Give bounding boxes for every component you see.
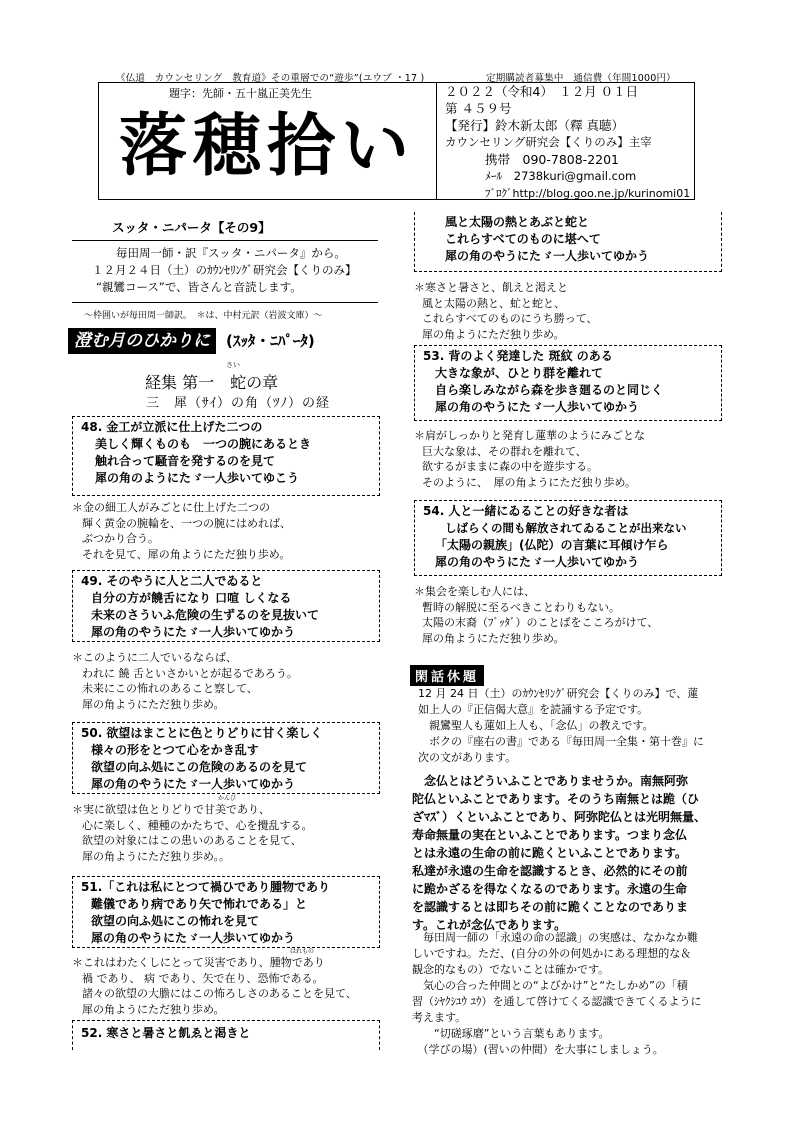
essay-line: 親鸞聖人も蓮如上人も、「念仏」の教えです。 — [418, 719, 654, 732]
note-51 — [72, 955, 357, 1017]
note-52 — [414, 280, 598, 342]
verse-line: 欲望の向ふ処にこの怖れを見て — [91, 914, 260, 928]
quotation — [412, 772, 706, 934]
phone: 携帯 090-7808-2201 — [485, 152, 620, 167]
verse-line: 触れ合って騒音を発するのを見て — [95, 454, 276, 468]
note-line: そのように、 犀の角ようにただ独り歩め。 — [422, 475, 637, 489]
note-line: これらすべてのものにうち勝って、 — [422, 312, 598, 325]
email: ﾒｰﾙ 2738kuri@gmail.com — [485, 169, 637, 183]
intro-line: 毎田周一師・訳『スッタ・ニパータ』から。 — [116, 246, 346, 260]
intro-line: １２月２４日（土）のｶｳﾝｾﾘﾝｸﾞ研究会【くりのみ】 — [92, 263, 357, 277]
quote-line: 私達が永遠の生命を認識するとき、必然的にその前 — [412, 864, 688, 878]
issue-date: ２０２２（令和4） １２月 ０１日 — [445, 84, 639, 99]
verse-line: 52. 寒さと暑さと飢ゑと渇きと — [81, 1026, 251, 1040]
verse-line: 難儀であり病であり矢で怖れである」と — [91, 897, 308, 911]
quote-line: 陀仏といふことであります。そのうち南無とは跪（ひ — [412, 792, 700, 806]
note-49 — [72, 650, 298, 712]
note-line: ＊このように二人でいるならば、 — [72, 651, 237, 664]
note-line: 心に楽しく、種種のかたちで、心を攪乱する。 — [82, 818, 313, 832]
note-line: 禍 であり、 病 であり、矢で在り、恐怖である。 — [82, 971, 324, 985]
divider — [72, 302, 378, 303]
quote-line: 念仏とはどういふことでありませうか。南無阿弥 — [424, 774, 689, 788]
verse-line: 犀の角のやうにたゞ一人歩いてゆかう — [91, 777, 296, 791]
essay-line: しいですね。ただ、(自分の外の何処かにある理想的な＆ — [412, 947, 692, 960]
note-line: 輝く黄金の腕輪を、一つの腕にはめれば、 — [82, 516, 291, 530]
quote-line: す。これが念仏であります。 — [412, 918, 567, 932]
publisher: 【発行】鈴木新太郎（釋 真聴） — [445, 118, 624, 133]
verse-line: 犀の角のやうにたゞ一人歩いてゆかう — [91, 625, 296, 639]
ruby-annotation: はれもの — [290, 948, 315, 955]
masthead-title-area — [99, 83, 437, 199]
masthead — [98, 82, 695, 200]
essay-line: 毎田周一師の「永遠の命の認識」の実感は、なかなか難 — [412, 931, 698, 944]
quote-line: を認識するとは即ちその前に跪くことなのでありま — [412, 900, 689, 914]
verse-line: 美しく輝くものも 一つの腕にあるとき — [95, 437, 312, 451]
verse-box-52-continued — [414, 212, 722, 272]
column-banner: 澄む月のひかりに — [68, 328, 216, 354]
verse-line: 欲望の向ふ処にこの危険のあるのを見て — [91, 760, 308, 774]
note-line: 欲望の対象にはこの患いのあることを見て、 — [82, 834, 302, 847]
intro-line: “親鸞コース”で、皆さんと音読します。 — [96, 280, 302, 294]
note-line: ＊寒さと暑さと、飢えと渇えと — [414, 281, 568, 294]
note-line: 犀の角ようにただ独り歩め。 — [82, 1002, 225, 1016]
essay-intro — [418, 686, 704, 766]
verse-line: 犀の角のようにたゞ一人歩いてゆこう — [95, 471, 300, 485]
note-line: ＊実に欲望は色とりどりで甘美であり、 — [72, 803, 270, 816]
verse-line: 大きな象が、ひとり群を離れて — [435, 366, 604, 380]
note-line: 未来にこの怖れのあること察して、 — [82, 682, 258, 695]
note-line: ＊集会を楽しむ人には、 — [414, 585, 535, 598]
quote-line: 寿命無量の実在といふことであります。つまり念仏 — [412, 828, 688, 842]
verse-line: これらすべてのものに堪へて — [445, 232, 601, 246]
ruby-annotation: かんび — [218, 795, 237, 802]
masthead-subtitle: 題字：先師・五十嵐正美先生 — [169, 87, 312, 100]
verse-line: 50. 欲望はまことに色とりどりに甘く楽しく — [81, 726, 323, 740]
verse-line: 犀の角のやうにたゞ一人歩いてゆかう — [91, 931, 296, 945]
note-line: ＊肩がしっかりと発育し蓮華のようにみごとな — [414, 429, 645, 442]
verse-box-54 — [414, 500, 722, 576]
essay-conclusion — [412, 930, 702, 1058]
verse-box-50 — [72, 722, 380, 794]
intro — [92, 245, 357, 296]
note-54 — [414, 584, 658, 646]
note-line: ＊これはわたくしにとって災害であり、腫物であり — [72, 956, 325, 969]
quote-line: とは永遠の生命の前に跪くといふことであります。 — [412, 846, 688, 860]
note-line: 犀の角ようにただ独り歩め。 — [422, 631, 565, 645]
verse-line: 犀の角のやうにたゞ一人歩いてゆかう — [435, 555, 640, 569]
note-line: 欲するがままに森の中を遊歩する。 — [422, 460, 598, 473]
note-48 — [72, 500, 291, 562]
verse-line: 49. そのやうに人と二人でゐると — [81, 574, 263, 588]
essay-line: 習（ｼﾔｸｼﾕｳ ﾕｳ）を通して啓けてくる認識できてくるように — [412, 995, 702, 1008]
quote-line: ざﾏｽﾞ）くといふことであり、阿弥陀仏とは光明無量、 — [412, 810, 707, 824]
essay-line: 観念的なもの）でないことは確かです。 — [412, 963, 610, 976]
essay-line: ボクの『座右の書』である『毎田周一全集・第十巻』に — [418, 735, 704, 748]
divider — [72, 240, 378, 241]
essay-line: 12 月 24 日（土）のｶｳﾝｾﾘﾝｸﾞ研究会【くりのみ】で、蓮 — [418, 687, 699, 700]
verse-line: 風と太陽の熱とあぶと蛇と — [445, 215, 590, 229]
verse-line: 「太陽の親族」(仏陀）の言葉に耳傾け乍ら — [435, 538, 669, 552]
essay-line: “切磋琢磨”という言葉もあります。 — [412, 1027, 610, 1040]
note-line: ぶつかり合う。 — [82, 532, 159, 545]
note-line: 風と太陽の熱と、虻と蛇と、 — [422, 296, 565, 310]
top-right-line: 定期購読者募集中 通信費（年間1000円） — [486, 73, 676, 84]
blog-url: ﾌﾞﾛｸﾞhttp://blog.goo.ne.jp/kurinomi01 — [485, 187, 691, 200]
note-line: 暫時の解脱に至るべきことわりもない。 — [422, 600, 620, 614]
essay-line: 如上人の『正信偈大意』を読誦する予定です。 — [418, 703, 649, 716]
essay-line: 次の文があります。 — [418, 751, 517, 764]
verse-box-52-start — [72, 1020, 380, 1050]
quote-line: に跪かざるを得なくなるのであります。永遠の生命 — [412, 882, 688, 896]
translator-note: ～枠囲いが毎田周一師訳。 ＊は、中村元訳（岩波文庫）～ — [84, 311, 323, 321]
note-53 — [414, 428, 645, 490]
column-banner-sub: (ｽｯﾀ・ﾆﾊﾟｰﾀ) — [226, 332, 315, 350]
section-heading: スッタ・ニパータ【その9】 — [112, 220, 271, 235]
verse-box-49 — [72, 570, 380, 642]
masthead-info — [445, 83, 690, 202]
masthead-title: 落穂拾い — [119, 106, 416, 186]
top-left-line: 《仏道 カウンセリング 教育道》その重層での“遊歩”(ユウブ ・17 ) — [116, 73, 425, 84]
note-line: 巨大な象は、その群れを離れて、 — [422, 444, 587, 458]
note-line: 犀の角ようにただ独り歩め。。 — [82, 849, 231, 863]
note-line: われに 饒 舌といさかいとが起るであろう。 — [82, 666, 298, 680]
verse-line: 自ら楽しみながら森を歩き廻るのと同じく — [435, 383, 664, 397]
verse-line: 犀の角のやうにたゞ一人歩いてゆかう — [435, 400, 640, 414]
sutra-subtitle: 三 犀（ｻｲ）の角（ﾂﾉ）の経 — [146, 396, 331, 411]
note-line: 太陽の末裔（ﾌﾞｯﾀﾞ）のことばをこころがけて、 — [422, 616, 659, 629]
verse-box-51 — [72, 876, 380, 948]
essay-line: （学びの場）(習いの仲間）を大事にしましょう。 — [412, 1043, 664, 1056]
verse-line: しばらくの間も解放されてゐることが出来ない — [445, 521, 687, 535]
verse-box-53 — [414, 345, 722, 421]
verse-line: 様々の形をとつて心をかき乱す — [91, 743, 259, 757]
note-50 — [72, 802, 312, 864]
verse-line: 犀の角のやうにたゞ一人歩いてゆかう — [445, 249, 650, 263]
verse-line: 54. 人と一緒にゐることの好きな者は — [423, 504, 629, 518]
ruby-annotation: さい — [226, 361, 240, 369]
note-line: それを見て、犀の角ようにただ独り歩め。 — [82, 547, 291, 561]
sutra-title: 経集 第一 蛇の章 — [145, 373, 279, 392]
kanwa-heading: 閑話休題 — [410, 665, 484, 686]
issue-number: 第 ４５９号 — [445, 101, 512, 116]
note-line: ＊金の細工人がみごとに仕上げた二つの — [72, 501, 270, 514]
verse-line: 未来のさういふ危険の生ずるのを見抜いて — [91, 608, 320, 622]
essay-line: 考えます。 — [412, 1011, 467, 1024]
verse-line: 53. 背のよく発達した 斑紋 のある — [423, 349, 613, 363]
verse-line: 48. 金工が立派に仕上げた二つの — [81, 420, 263, 434]
note-line: 諸々の欲望の大膽にはこの怖ろしさのあることを見て、 — [82, 987, 357, 1000]
organization: カウンセリング研究会【くりのみ】主宰 — [445, 135, 652, 149]
verse-line: 51.「これは私にとつて禍ひであり腫物であり — [81, 880, 331, 894]
verse-line: 自分の方が饒舌になり 口喧 しくなる — [91, 591, 292, 605]
essay-line: 気心の合った仲間との“よびかけ”と“たしかめ”の「積 — [412, 979, 688, 992]
note-line: 犀の角ようにただ独り歩め。 — [422, 327, 565, 341]
note-line: 犀の角ようにただ独り歩め。 — [82, 697, 225, 711]
verse-box-48 — [72, 416, 380, 496]
